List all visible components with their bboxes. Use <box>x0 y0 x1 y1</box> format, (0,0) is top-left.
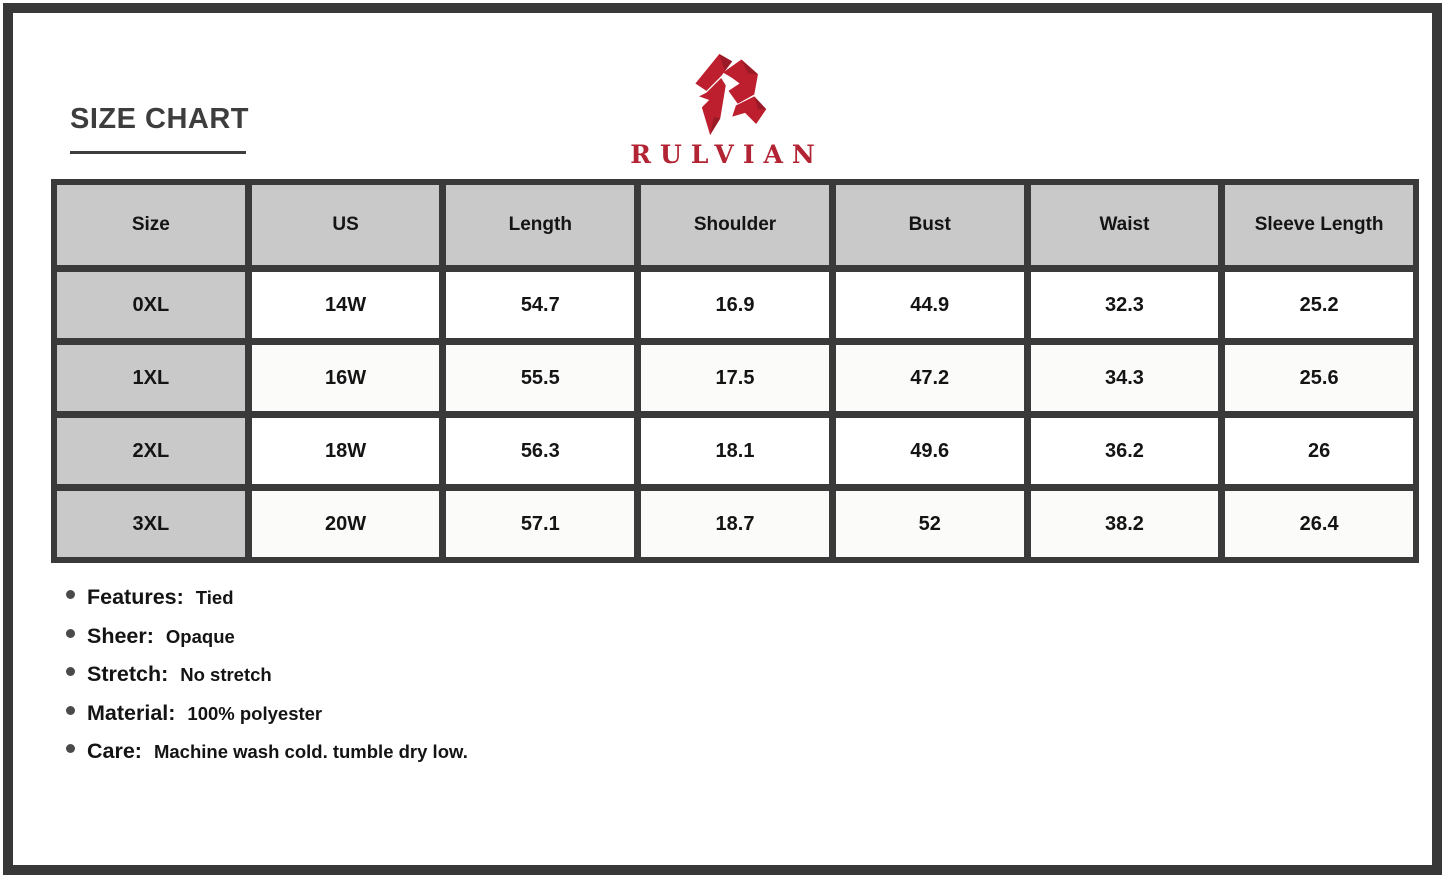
column-header-us: US <box>252 185 440 265</box>
detail-label: Stretch: <box>87 662 169 686</box>
bullet-icon <box>66 590 75 599</box>
table-cell: 18W <box>252 418 440 484</box>
bullet-icon <box>66 629 75 638</box>
detail-value: Tied <box>195 587 234 608</box>
list-item <box>66 662 468 687</box>
table-cell: 18.7 <box>641 491 829 557</box>
table-cell: 34.3 <box>1031 345 1219 411</box>
title-underline <box>70 151 246 154</box>
list-item <box>66 585 468 610</box>
table-cell: 54.7 <box>446 272 634 338</box>
bullet-icon <box>66 706 75 715</box>
table-cell: 14W <box>252 272 440 338</box>
table-cell: 16W <box>252 345 440 411</box>
table-cell: 44.9 <box>836 272 1024 338</box>
column-header-waist: Waist <box>1031 185 1219 265</box>
brand-logo-icon <box>671 43 775 135</box>
detail-value: Machine wash cold. tumble dry low. <box>153 741 468 762</box>
detail-value: No stretch <box>180 664 272 685</box>
column-header-size: Size <box>57 185 245 265</box>
table-cell: 47.2 <box>836 345 1024 411</box>
table-cell: 36.2 <box>1031 418 1219 484</box>
table-cell: 16.9 <box>641 272 829 338</box>
page-frame <box>3 3 1442 875</box>
column-header-sleeve-length: Sleeve Length <box>1225 185 1413 265</box>
detail-label: Sheer: <box>87 623 154 648</box>
detail-value: Opaque <box>165 625 235 647</box>
title-block <box>70 103 249 154</box>
column-header-bust: Bust <box>836 185 1024 265</box>
detail-label: Material: <box>87 700 176 725</box>
detail-value: 100% polyester <box>187 702 323 724</box>
brand-name: RULVIAN <box>630 140 824 169</box>
table-cell: 26 <box>1225 418 1413 484</box>
column-header-shoulder: Shoulder <box>641 185 829 265</box>
list-item <box>66 624 468 649</box>
table-row-size-label: 0XL <box>57 272 245 338</box>
product-details-list <box>66 585 468 778</box>
list-item <box>66 739 468 764</box>
bullet-icon <box>66 744 75 753</box>
table-cell: 56.3 <box>446 418 634 484</box>
list-item <box>66 701 468 726</box>
table-cell: 52 <box>836 491 1024 557</box>
table-cell: 55.5 <box>446 345 634 411</box>
table-cell: 17.5 <box>641 345 829 411</box>
table-cell: 26.4 <box>1225 491 1413 557</box>
page-title: SIZE CHART <box>70 103 249 135</box>
table-cell: 25.6 <box>1225 345 1413 411</box>
table-row-size-label: 1XL <box>57 345 245 411</box>
detail-label: Care: <box>87 739 142 763</box>
table-row-size-label: 3XL <box>57 491 245 557</box>
detail-label: Features: <box>87 585 184 609</box>
table-cell: 20W <box>252 491 440 557</box>
table-cell: 38.2 <box>1031 491 1219 557</box>
bullet-icon <box>66 667 75 676</box>
table-cell: 18.1 <box>641 418 829 484</box>
table-cell: 49.6 <box>836 418 1024 484</box>
table-row-size-label: 2XL <box>57 418 245 484</box>
table-cell: 25.2 <box>1225 272 1413 338</box>
table-cell: 32.3 <box>1031 272 1219 338</box>
size-chart-table <box>51 179 1419 563</box>
table-cell: 57.1 <box>446 491 634 557</box>
column-header-length: Length <box>446 185 634 265</box>
